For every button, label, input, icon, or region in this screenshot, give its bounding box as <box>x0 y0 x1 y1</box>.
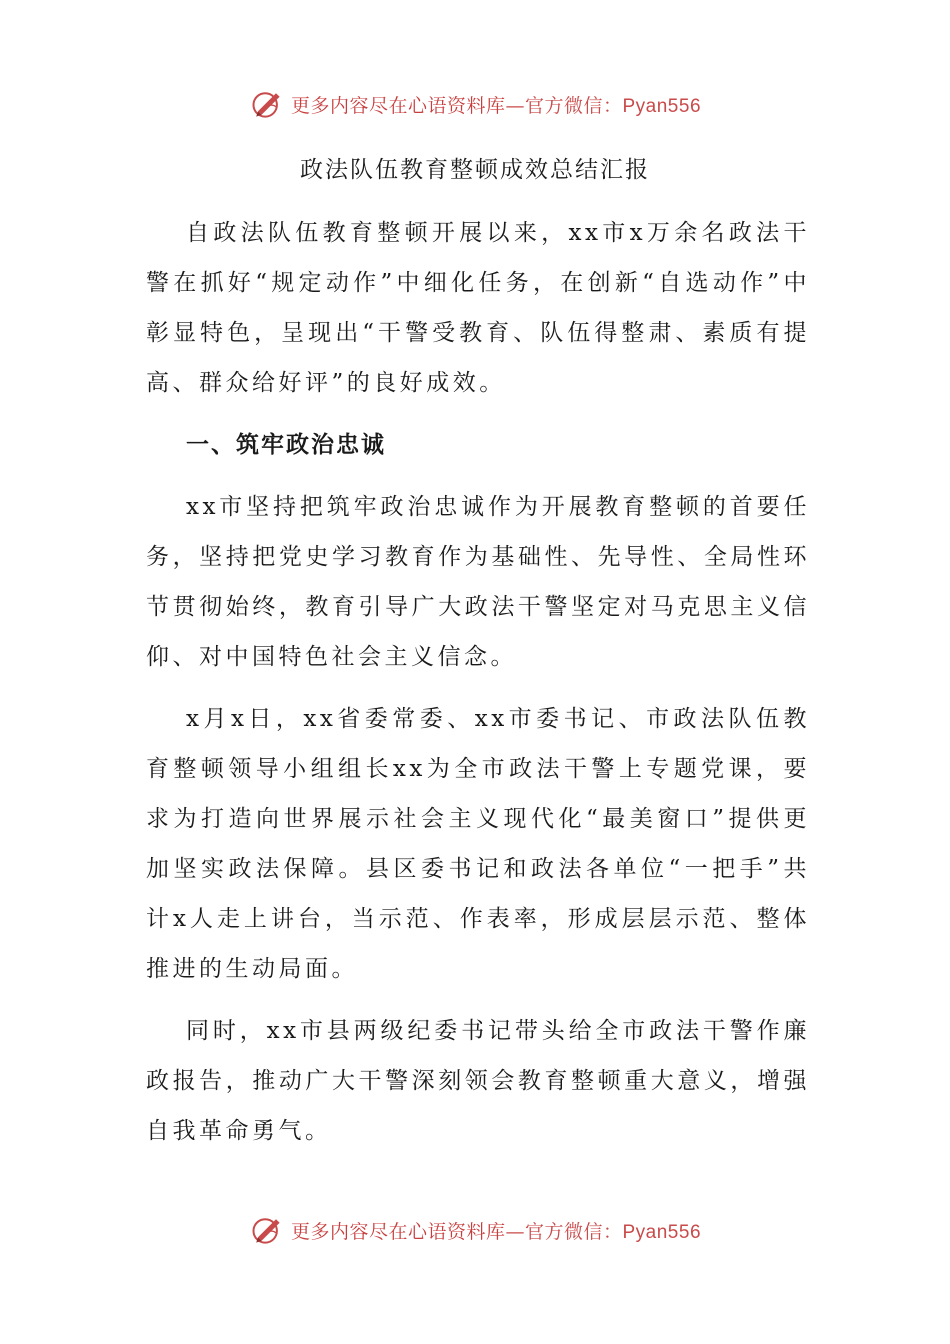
watermark-separator: — <box>505 1220 525 1243</box>
watermark-id: Pyan556 <box>622 1221 702 1243</box>
watermark-text <box>291 91 701 118</box>
section-heading: 一、筑牢政治忠诚 <box>186 432 386 458</box>
watermark-header <box>0 82 950 126</box>
body-paragraph-1: xx市坚持把筑牢政治忠诚作为开展教育整顿的首要任务，坚持把党史学习教育作为基础性、先导性、全局性环节贯彻始终，教育引导广大政法干警坚定对马克思主义信仰、对中国特色社会主义信念。 <box>146 494 810 670</box>
watermark-text <box>291 1217 701 1244</box>
watermark-brand: 更多内容尽在心语资料库 <box>290 1220 506 1243</box>
watermark-channel: 官方微信： <box>524 94 623 117</box>
pen-logo-icon <box>249 1212 285 1248</box>
body-paragraph-3: 同时，xx市县两级纪委书记带头给全市政法干警作廉政报告，推动广大干警深刻领会教育整顿重大意义，增强自我革命勇气。 <box>146 1018 810 1144</box>
intro-paragraph: 自政法队伍教育整顿开展以来，xx市x万余名政法干警在抓好“规定动作”中细化任务，在创新“自选动作”中彰显特色，呈现出“干警受教育、队伍得整肃、素质有提高、群众给好评”的良好成效。 <box>146 220 810 396</box>
body-paragraph-2: x月x日，xx省委常委、xx市委书记、市政法队伍教育整顿领导小组组长xx为全市政法干警上专题党课，要求为打造向世界展示社会主义现代化“最美窗口”提供更加坚实政法保障。县区委书记和政法各单位“一把手”共计x人走上讲台，当示范、作表率，形成层层示范、整体推进的生动局面。 <box>146 706 810 982</box>
document-title: 政法队伍教育整顿成效总结汇报 <box>300 157 650 183</box>
watermark-separator: — <box>505 94 525 117</box>
watermark-channel: 官方微信： <box>524 1220 623 1243</box>
watermark-brand: 更多内容尽在心语资料库 <box>290 94 506 117</box>
pen-logo-icon <box>249 86 285 122</box>
document-body <box>146 208 810 1156</box>
watermark-id: Pyan556 <box>622 95 702 117</box>
watermark-footer <box>0 1208 950 1252</box>
